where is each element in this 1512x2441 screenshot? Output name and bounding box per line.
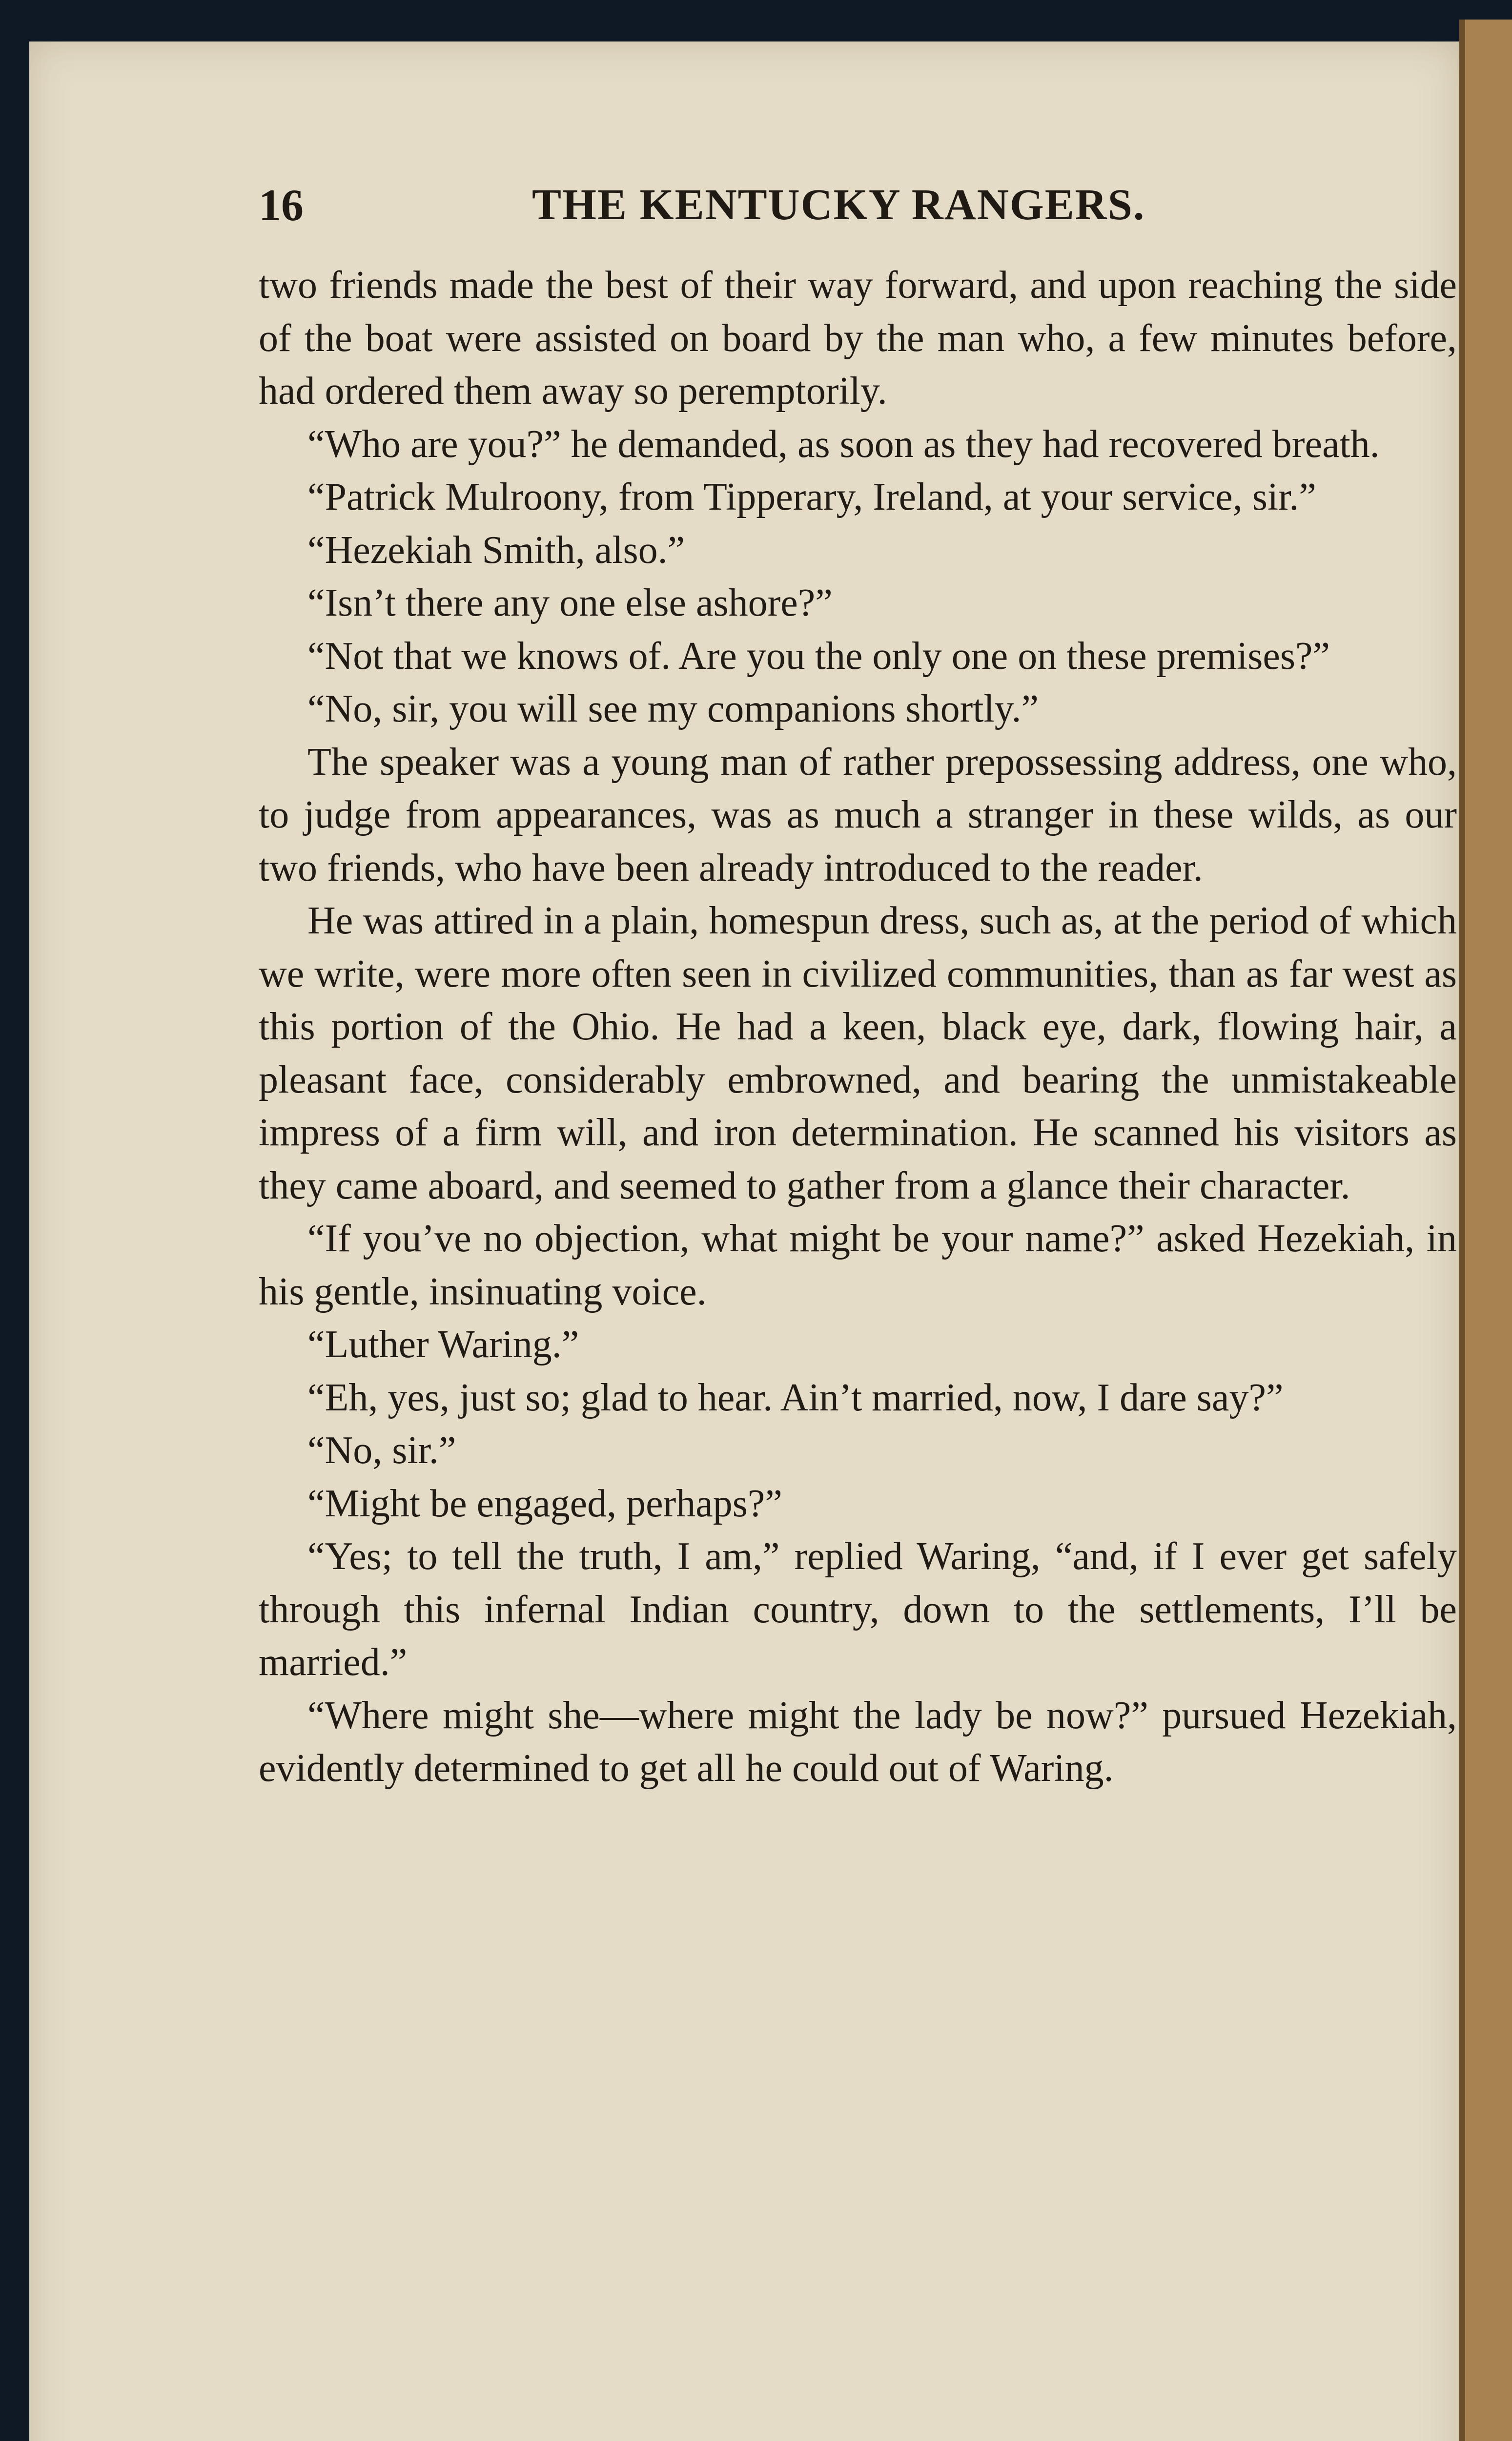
body-text — [259, 259, 1457, 1795]
paragraph: “If you’ve no objection, what might be your name?” asked Hezekiah, in his gentle, insinuating voice. — [259, 1217, 1457, 1313]
paragraph: “No, sir.” — [307, 1429, 456, 1472]
running-head: THE KENTUCKY RANGERS. — [532, 181, 1145, 229]
paragraph: “Isn’t there any one else ashore?” — [307, 581, 833, 624]
paragraph: “Luther Waring.” — [307, 1323, 579, 1366]
paragraph: “Who are you?” he demanded, as soon as they had recovered breath. — [307, 422, 1380, 466]
paragraph: He was attired in a plain, homespun dress, such as, at the period of which we write, were more often seen in civilized communities, than as far west as this portion of the Ohio. He had a keen, black eye, dark, flowing hair, a pleasant face, considerably embrowned, and bearing the unmistakeable impress of a firm will, and iron determination. He scanned his visitors as they came aboard, and seemed to gather from a glance their character. — [259, 899, 1457, 1207]
paragraph: “Eh, yes, just so; glad to hear. Ain’t married, now, I dare say?” — [307, 1376, 1284, 1419]
paragraph: “Might be engaged, perhaps?” — [307, 1482, 782, 1525]
paragraph: “Patrick Mulroony, from Tipperary, Ireland, at your service, sir.” — [307, 476, 1316, 518]
paragraph: two friends made the best of their way forward, and upon reaching the side of the boat were assisted on board by the man who, a few minutes before, had ordered them away so peremptorily. — [259, 264, 1457, 413]
page-header — [259, 173, 1235, 237]
paragraph: The speaker was a young man of rather prepossessing address, one who, to judge from appearances, was as much a stranger in these wilds, as our two friends, who have been already introduced to the reader. — [259, 740, 1457, 890]
paragraph: “Yes; to tell the truth, I am,” replied Waring, “and, if I ever get safely through this infernal Indian country, down to the settlements, I’ll be married.” — [259, 1535, 1457, 1684]
book-spine-edge — [1459, 20, 1512, 2441]
page-number: 16 — [259, 180, 304, 230]
paragraph: “Hezekiah Smith, also.” — [307, 528, 685, 572]
paragraph: “Not that we knows of. Are you the only one on these premises?” — [307, 634, 1330, 678]
paragraph: “No, sir, you will see my companions shortly.” — [307, 687, 1039, 730]
paragraph: “Where might she—where might the lady be now?” pursued Hezekiah, evidently determined to get all he could out of Waring. — [259, 1694, 1457, 1790]
